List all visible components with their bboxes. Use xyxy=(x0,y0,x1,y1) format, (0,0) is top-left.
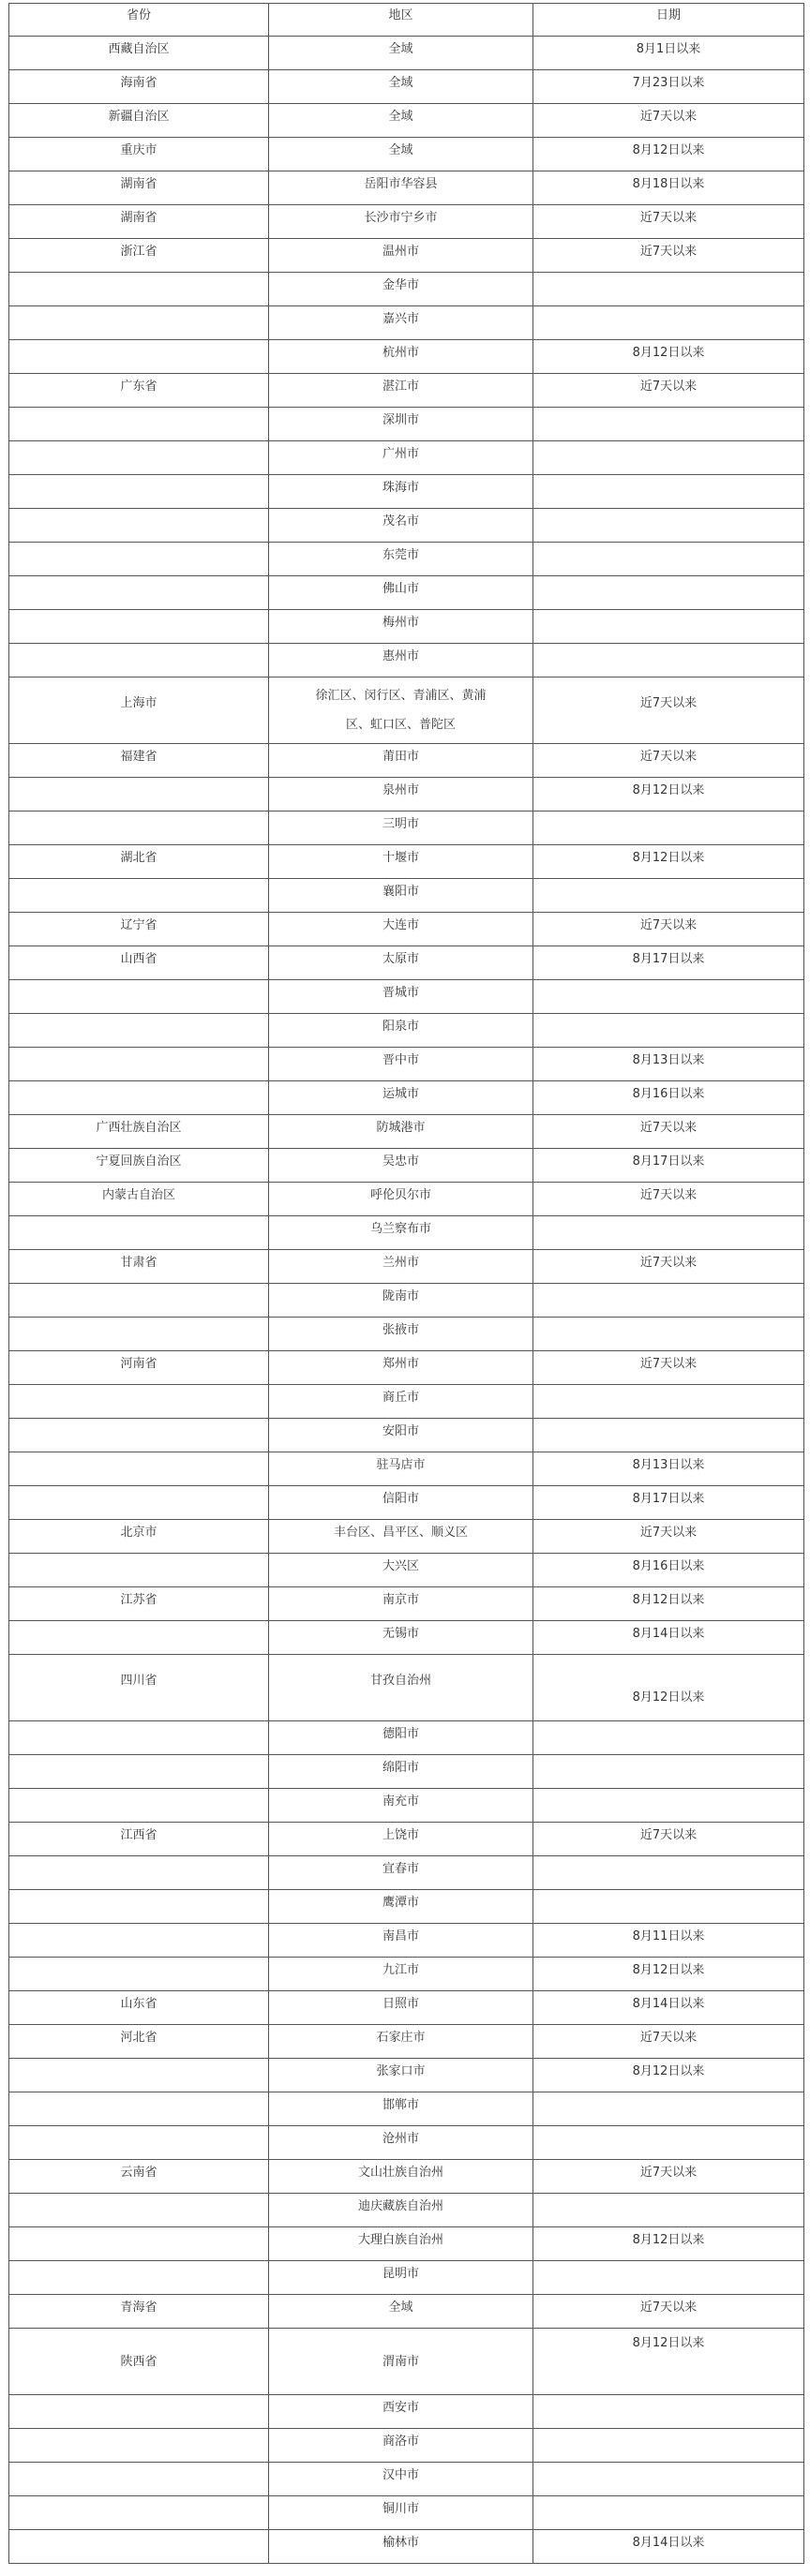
cell-date xyxy=(533,543,804,576)
cell-region: 梅州市 xyxy=(269,610,533,644)
cell-province xyxy=(9,576,269,610)
cell-province xyxy=(9,543,269,576)
table-row xyxy=(9,1958,804,1991)
cell-date xyxy=(533,273,804,306)
cell-date xyxy=(533,812,804,845)
table-row xyxy=(9,1890,804,1924)
table-row xyxy=(9,879,804,913)
cell-date: 8月14日以来 xyxy=(533,1621,804,1655)
cell-region: 襄阳市 xyxy=(269,879,533,913)
cell-region: 沧州市 xyxy=(269,2126,533,2160)
cell-region: 全域 xyxy=(269,37,533,70)
cell-date: 8月11日以来 xyxy=(533,1924,804,1958)
table-row xyxy=(9,2530,804,2564)
cell-date xyxy=(533,408,804,441)
table-row xyxy=(9,1789,804,1823)
cell-province: 山东省 xyxy=(9,1991,269,2025)
cell-region: 全域 xyxy=(269,70,533,104)
cell-region: 杭州市 xyxy=(269,340,533,374)
cell-province xyxy=(9,509,269,543)
cell-region: 呼伦贝尔市 xyxy=(269,1183,533,1216)
cell-date xyxy=(533,2092,804,2126)
table-row xyxy=(9,509,804,543)
cell-date: 近7天以来 xyxy=(533,374,804,408)
cell-province xyxy=(9,2227,269,2261)
cell-date: 近7天以来 xyxy=(533,1183,804,1216)
cell-date xyxy=(533,644,804,678)
cell-region: 湛江市 xyxy=(269,374,533,408)
cell-region: 陇南市 xyxy=(269,1284,533,1318)
cell-region: 茂名市 xyxy=(269,509,533,543)
cell-date: 近7天以来 xyxy=(533,205,804,239)
cell-date xyxy=(533,610,804,644)
cell-date: 7月23日以来 xyxy=(533,70,804,104)
cell-region: 十堰市 xyxy=(269,845,533,879)
cell-date: 8月14日以来 xyxy=(533,2530,804,2564)
cell-date: 近7天以来 xyxy=(533,2295,804,2329)
cell-region: 九江市 xyxy=(269,1958,533,1991)
table-row xyxy=(9,2227,804,2261)
cell-province: 河南省 xyxy=(9,1351,269,1385)
cell-date xyxy=(533,1721,804,1755)
cell-province xyxy=(9,1385,269,1419)
cell-date: 8月13日以来 xyxy=(533,1452,804,1486)
table-row xyxy=(9,1755,804,1789)
cell-province: 浙江省 xyxy=(9,239,269,273)
table-row xyxy=(9,2295,804,2329)
cell-province xyxy=(9,306,269,340)
table-row xyxy=(9,576,804,610)
cell-province: 四川省 xyxy=(9,1655,269,1721)
table-row xyxy=(9,1351,804,1385)
cell-province xyxy=(9,2059,269,2092)
cell-region: 无锡市 xyxy=(269,1621,533,1655)
cell-province xyxy=(9,273,269,306)
table-row xyxy=(9,1856,804,1890)
cell-region: 兰州市 xyxy=(269,1250,533,1284)
cell-region: 张掖市 xyxy=(269,1318,533,1351)
table-row xyxy=(9,1587,804,1621)
cell-region: 珠海市 xyxy=(269,475,533,509)
cell-date xyxy=(533,1419,804,1452)
cell-province xyxy=(9,1621,269,1655)
cell-province xyxy=(9,2496,269,2530)
cell-province: 广东省 xyxy=(9,374,269,408)
cell-region: 商丘市 xyxy=(269,1385,533,1419)
cell-date: 近7天以来 xyxy=(533,1823,804,1856)
cell-region: 渭南市 xyxy=(269,2329,533,2395)
region-date-table xyxy=(8,3,804,2564)
table-row xyxy=(9,1452,804,1486)
table-row xyxy=(9,138,804,171)
cell-region: 岳阳市华容县 xyxy=(269,171,533,205)
table-row xyxy=(9,812,804,845)
cell-region: 南充市 xyxy=(269,1789,533,1823)
cell-province xyxy=(9,1048,269,1081)
cell-province xyxy=(9,1958,269,1991)
cell-region: 西安市 xyxy=(269,2395,533,2429)
cell-region: 晋城市 xyxy=(269,980,533,1014)
header-province: 省份 xyxy=(9,4,269,37)
table-row xyxy=(9,475,804,509)
table-row xyxy=(9,104,804,138)
cell-date: 8月14日以来 xyxy=(533,1991,804,2025)
cell-date: 8月12日以来 xyxy=(533,2227,804,2261)
table-row xyxy=(9,205,804,239)
table-row xyxy=(9,239,804,273)
cell-region: 大连市 xyxy=(269,913,533,946)
cell-region: 张家口市 xyxy=(269,2059,533,2092)
table-row xyxy=(9,543,804,576)
table-row xyxy=(9,1284,804,1318)
table-row xyxy=(9,1318,804,1351)
cell-date xyxy=(533,1755,804,1789)
cell-province: 河北省 xyxy=(9,2025,269,2059)
cell-province xyxy=(9,879,269,913)
cell-province xyxy=(9,1419,269,1452)
cell-region: 榆林市 xyxy=(269,2530,533,2564)
table-row xyxy=(9,340,804,374)
table-row xyxy=(9,980,804,1014)
table-row xyxy=(9,273,804,306)
cell-province xyxy=(9,1284,269,1318)
cell-province xyxy=(9,1755,269,1789)
cell-province xyxy=(9,2194,269,2227)
cell-province xyxy=(9,2261,269,2295)
cell-date xyxy=(533,1216,804,1250)
table-row xyxy=(9,610,804,644)
cell-date xyxy=(533,1385,804,1419)
table-row xyxy=(9,1924,804,1958)
cell-date: 8月1日以来 xyxy=(533,37,804,70)
table-container xyxy=(8,3,803,2564)
table-row xyxy=(9,913,804,946)
cell-date xyxy=(533,2496,804,2530)
cell-date: 近7天以来 xyxy=(533,1250,804,1284)
cell-province: 湖北省 xyxy=(9,845,269,879)
cell-region: 泉州市 xyxy=(269,778,533,812)
cell-region: 南昌市 xyxy=(269,1924,533,1958)
cell-province: 江苏省 xyxy=(9,1587,269,1621)
cell-province xyxy=(9,778,269,812)
table-row xyxy=(9,1385,804,1419)
cell-province: 辽宁省 xyxy=(9,913,269,946)
table-row xyxy=(9,1554,804,1587)
cell-region: 乌兰察布市 xyxy=(269,1216,533,1250)
cell-region: 宜春市 xyxy=(269,1856,533,1890)
table-row xyxy=(9,1250,804,1284)
cell-date xyxy=(533,2395,804,2429)
cell-date xyxy=(533,1014,804,1048)
cell-region: 文山壮族自治州 xyxy=(269,2160,533,2194)
cell-province xyxy=(9,2530,269,2564)
cell-province xyxy=(9,1924,269,1958)
cell-province xyxy=(9,2463,269,2496)
cell-province: 江西省 xyxy=(9,1823,269,1856)
cell-region: 温州市 xyxy=(269,239,533,273)
cell-date xyxy=(533,2126,804,2160)
table-body xyxy=(9,37,804,2564)
cell-province xyxy=(9,1721,269,1755)
cell-region: 深圳市 xyxy=(269,408,533,441)
cell-province xyxy=(9,1318,269,1351)
table-row xyxy=(9,1655,804,1721)
cell-region: 惠州市 xyxy=(269,644,533,678)
cell-region: 运城市 xyxy=(269,1081,533,1115)
cell-date xyxy=(533,2429,804,2463)
cell-province: 甘肃省 xyxy=(9,1250,269,1284)
cell-region: 佛山市 xyxy=(269,576,533,610)
table-row xyxy=(9,2395,804,2429)
cell-province: 内蒙古自治区 xyxy=(9,1183,269,1216)
cell-province xyxy=(9,1486,269,1520)
cell-date: 8月12日以来 xyxy=(533,2059,804,2092)
cell-region: 信阳市 xyxy=(269,1486,533,1520)
cell-region: 徐汇区、闵行区、青浦区、黄浦区、虹口区、普陀区 xyxy=(269,678,533,744)
table-row xyxy=(9,2496,804,2530)
cell-province: 上海市 xyxy=(9,678,269,744)
cell-region: 太原市 xyxy=(269,946,533,980)
cell-date: 8月12日以来 xyxy=(533,845,804,879)
table-row xyxy=(9,1183,804,1216)
cell-province xyxy=(9,408,269,441)
cell-province xyxy=(9,1554,269,1587)
cell-date: 近7天以来 xyxy=(533,1351,804,1385)
cell-date: 8月17日以来 xyxy=(533,946,804,980)
cell-province: 海南省 xyxy=(9,70,269,104)
cell-province: 北京市 xyxy=(9,1520,269,1554)
table-row xyxy=(9,2025,804,2059)
cell-province: 新疆自治区 xyxy=(9,104,269,138)
cell-province: 湖南省 xyxy=(9,171,269,205)
cell-date: 8月12日以来 xyxy=(533,778,804,812)
cell-region: 广州市 xyxy=(269,441,533,475)
cell-date xyxy=(533,441,804,475)
cell-date xyxy=(533,1789,804,1823)
table-row xyxy=(9,845,804,879)
cell-date: 8月13日以来 xyxy=(533,1048,804,1081)
table-row xyxy=(9,306,804,340)
cell-province xyxy=(9,1789,269,1823)
table-row xyxy=(9,946,804,980)
cell-date xyxy=(533,2194,804,2227)
cell-date: 近7天以来 xyxy=(533,2160,804,2194)
cell-date xyxy=(533,306,804,340)
cell-date: 8月12日以来 xyxy=(533,1587,804,1621)
cell-region: 吴忠市 xyxy=(269,1149,533,1183)
cell-date: 8月18日以来 xyxy=(533,171,804,205)
header-date: 日期 xyxy=(533,4,804,37)
cell-region: 甘孜自治州 xyxy=(269,1655,533,1721)
cell-province: 西藏自治区 xyxy=(9,37,269,70)
cell-province xyxy=(9,610,269,644)
cell-province: 湖南省 xyxy=(9,205,269,239)
table-row xyxy=(9,644,804,678)
cell-region: 上饶市 xyxy=(269,1823,533,1856)
cell-region: 绵阳市 xyxy=(269,1755,533,1789)
cell-date: 近7天以来 xyxy=(533,2025,804,2059)
cell-province xyxy=(9,980,269,1014)
table-row xyxy=(9,1621,804,1655)
cell-date xyxy=(533,980,804,1014)
table-row xyxy=(9,744,804,778)
cell-province xyxy=(9,1081,269,1115)
cell-date: 近7天以来 xyxy=(533,1115,804,1149)
cell-region: 昆明市 xyxy=(269,2261,533,2295)
table-row xyxy=(9,778,804,812)
cell-date xyxy=(533,1890,804,1924)
table-row xyxy=(9,678,804,744)
cell-province xyxy=(9,1014,269,1048)
cell-region: 全域 xyxy=(269,104,533,138)
cell-province xyxy=(9,441,269,475)
cell-region: 丰台区、昌平区、顺义区 xyxy=(269,1520,533,1554)
table-row xyxy=(9,374,804,408)
table-row xyxy=(9,2329,804,2395)
table-row xyxy=(9,1991,804,2025)
cell-province: 云南省 xyxy=(9,2160,269,2194)
cell-date xyxy=(533,1318,804,1351)
cell-date: 近7天以来 xyxy=(533,744,804,778)
table-row xyxy=(9,2429,804,2463)
table-row xyxy=(9,2194,804,2227)
table-row xyxy=(9,1115,804,1149)
cell-province: 陕西省 xyxy=(9,2329,269,2395)
cell-province xyxy=(9,1890,269,1924)
cell-region: 长沙市宁乡市 xyxy=(269,205,533,239)
cell-date xyxy=(533,2463,804,2496)
table-row xyxy=(9,2059,804,2092)
cell-date xyxy=(533,1856,804,1890)
table-header-row xyxy=(9,4,804,37)
cell-date xyxy=(533,576,804,610)
table-row xyxy=(9,2092,804,2126)
cell-region: 迪庆藏族自治州 xyxy=(269,2194,533,2227)
cell-date: 8月12日以来 xyxy=(533,138,804,171)
cell-date: 8月12日以来 xyxy=(533,340,804,374)
cell-region: 铜川市 xyxy=(269,2496,533,2530)
cell-province: 青海省 xyxy=(9,2295,269,2329)
cell-date: 8月17日以来 xyxy=(533,1486,804,1520)
cell-date: 8月16日以来 xyxy=(533,1554,804,1587)
cell-region: 安阳市 xyxy=(269,1419,533,1452)
table-row xyxy=(9,70,804,104)
cell-date: 近7天以来 xyxy=(533,913,804,946)
cell-region: 防城港市 xyxy=(269,1115,533,1149)
cell-region: 郑州市 xyxy=(269,1351,533,1385)
cell-province xyxy=(9,2092,269,2126)
cell-date: 8月16日以来 xyxy=(533,1081,804,1115)
cell-region: 德阳市 xyxy=(269,1721,533,1755)
cell-region: 驻马店市 xyxy=(269,1452,533,1486)
cell-region: 大理白族自治州 xyxy=(269,2227,533,2261)
table-row xyxy=(9,1216,804,1250)
table-row xyxy=(9,441,804,475)
cell-province: 广西壮族自治区 xyxy=(9,1115,269,1149)
table-row xyxy=(9,1149,804,1183)
cell-region: 阳泉市 xyxy=(269,1014,533,1048)
cell-region: 莆田市 xyxy=(269,744,533,778)
cell-province xyxy=(9,2395,269,2429)
cell-date xyxy=(533,1284,804,1318)
cell-date xyxy=(533,2261,804,2295)
cell-province: 福建省 xyxy=(9,744,269,778)
cell-region: 全域 xyxy=(269,138,533,171)
cell-province xyxy=(9,1216,269,1250)
cell-region: 汉中市 xyxy=(269,2463,533,2496)
cell-province xyxy=(9,2126,269,2160)
table-row xyxy=(9,2463,804,2496)
cell-region: 日照市 xyxy=(269,1991,533,2025)
cell-region: 南京市 xyxy=(269,1587,533,1621)
table-row xyxy=(9,2160,804,2194)
cell-date: 近7天以来 xyxy=(533,104,804,138)
cell-date xyxy=(533,879,804,913)
table-row xyxy=(9,37,804,70)
cell-date: 8月12日以来 xyxy=(533,1958,804,1991)
cell-province: 重庆市 xyxy=(9,138,269,171)
table-row xyxy=(9,1520,804,1554)
table-row xyxy=(9,1486,804,1520)
cell-region: 邯郸市 xyxy=(269,2092,533,2126)
cell-province xyxy=(9,475,269,509)
cell-date: 8月17日以来 xyxy=(533,1149,804,1183)
cell-province: 宁夏回族自治区 xyxy=(9,1149,269,1183)
cell-region: 商洛市 xyxy=(269,2429,533,2463)
cell-date: 近7天以来 xyxy=(533,239,804,273)
cell-region: 嘉兴市 xyxy=(269,306,533,340)
cell-region: 东莞市 xyxy=(269,543,533,576)
header-region: 地区 xyxy=(269,4,533,37)
cell-province xyxy=(9,340,269,374)
cell-region: 三明市 xyxy=(269,812,533,845)
cell-region: 大兴区 xyxy=(269,1554,533,1587)
table-row xyxy=(9,1081,804,1115)
cell-province: 山西省 xyxy=(9,946,269,980)
cell-province xyxy=(9,812,269,845)
cell-province xyxy=(9,1452,269,1486)
cell-region: 晋中市 xyxy=(269,1048,533,1081)
table-row xyxy=(9,1014,804,1048)
cell-region: 鹰潭市 xyxy=(269,1890,533,1924)
table-row xyxy=(9,1721,804,1755)
cell-date: 8月12日以来 xyxy=(533,1655,804,1721)
cell-province xyxy=(9,1856,269,1890)
cell-date xyxy=(533,509,804,543)
cell-region: 金华市 xyxy=(269,273,533,306)
table-row xyxy=(9,2126,804,2160)
cell-date xyxy=(533,475,804,509)
table-row xyxy=(9,408,804,441)
table-row xyxy=(9,1048,804,1081)
cell-date: 近7天以来 xyxy=(533,678,804,744)
cell-region: 石家庄市 xyxy=(269,2025,533,2059)
cell-province xyxy=(9,2429,269,2463)
table-row xyxy=(9,1823,804,1856)
table-row xyxy=(9,2261,804,2295)
table-row xyxy=(9,171,804,205)
cell-province xyxy=(9,644,269,678)
cell-region: 全域 xyxy=(269,2295,533,2329)
table-row xyxy=(9,1419,804,1452)
cell-date: 近7天以来 xyxy=(533,1520,804,1554)
cell-date: 8月12日以来 xyxy=(533,2329,804,2395)
